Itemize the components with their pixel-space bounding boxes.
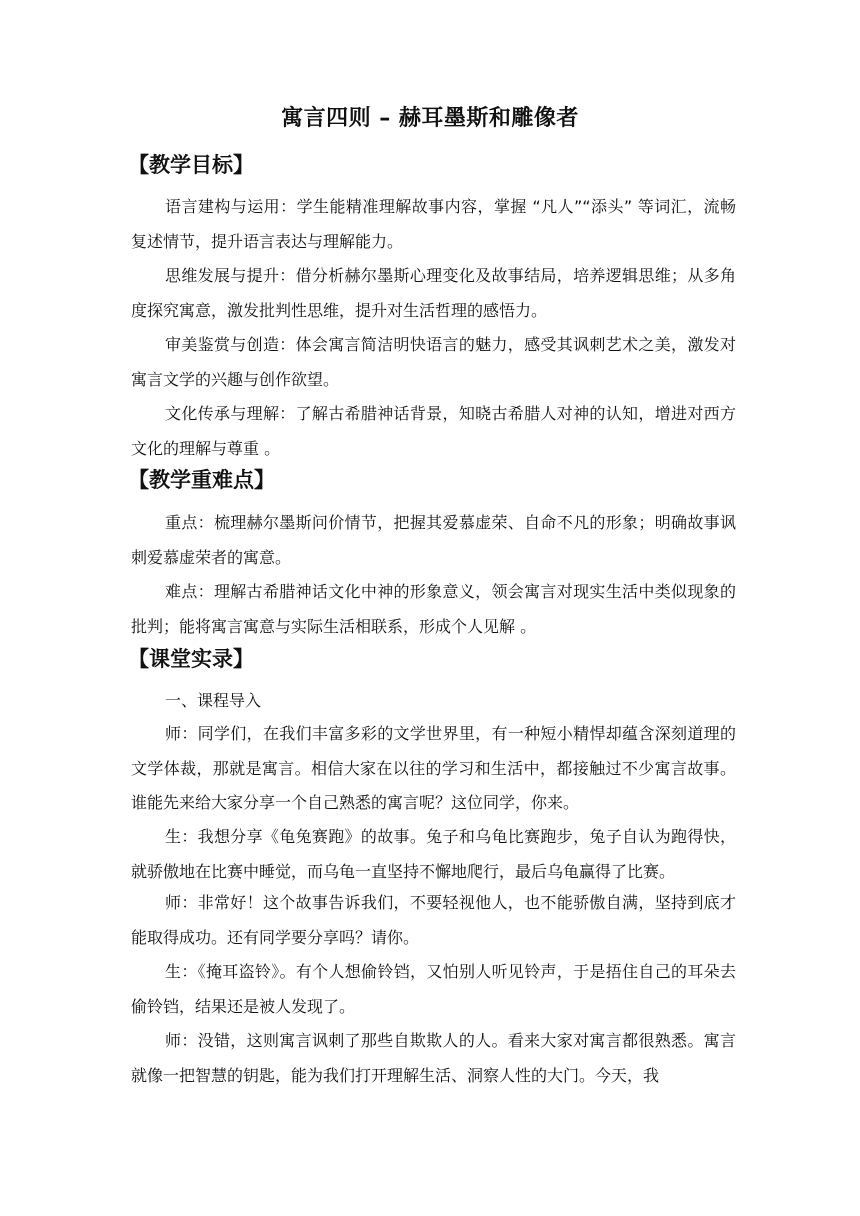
section-heading-teaching-goals: 【教学目标】	[128, 153, 254, 177]
dialogue-student-1: 生：我想分享《龟兔赛跑》的故事。兔子和乌龟比赛跑步，兔子自认为跑得快，就骄傲地在比赛中睡觉，而乌龟一直坚持不懈地爬行，最后乌龟赢得了比赛。	[131, 827, 736, 881]
document-title: 寓言四则 – 赫耳墨斯和雕像者	[281, 106, 579, 131]
paragraph-key-point: 重点：梳理赫尔墨斯问价情节，把握其爱慕虚荣、自命不凡的形象；明确故事讽刺爱慕虚荣者的寓意。	[131, 513, 736, 567]
dialogue-student-2: 生：《掩耳盗铃》。有个人想偷铃铛，又怕别人听见铃声，于是捂住自己的耳朵去偷铃铛，结果还是被人发现了。	[131, 962, 736, 1016]
dialogue-teacher-3: 师：没错，这则寓言讽刺了那些自欺欺人的人。看来大家对寓言都很熟悉。寓言就像一把智慧的钥匙，能为我们打开理解生活、洞察人性的大门。今天，我	[131, 1031, 736, 1085]
section-heading-key-points: 【教学重难点】	[128, 468, 275, 492]
paragraph-difficult-point: 难点：理解古希腊神话文化中神的形象意义，领会寓言对现实生活中类似现象的批判；能将寓言寓意与实际生活相联系，形成个人见解 。	[131, 582, 736, 636]
dialogue-teacher-1: 师：同学们，在我们丰富多彩的文学世界里，有一种短小精悍却蕴含深刻道理的文学体裁，那就是寓言。相信大家在以往的学习和生活中，都接触过不少寓言故事。谁能先来给大家分享一个自己熟悉的寓言呢？这位同学，你来。	[131, 724, 736, 812]
subheading-introduction: 一、课程导入	[165, 691, 262, 710]
section-heading-class-record: 【课堂实录】	[128, 647, 254, 671]
paragraph-language: 语言建构与运用：学生能精准理解故事内容，掌握 “凡人”“添头” 等词汇，流畅复述情节，提升语言表达与理解能力。	[131, 197, 736, 251]
paragraph-thinking: 思维发展与提升：借分析赫尔墨斯心理变化及故事结局，培养逻辑思维；从多角度探究寓意，激发批判性思维，提升对生活哲理的感悟力。	[131, 266, 736, 320]
dialogue-teacher-2: 师：非常好！这个故事告诉我们，不要轻视他人，也不能骄傲自满，坚持到底才能取得成功。还有同学要分享吗？请你。	[131, 893, 736, 947]
paragraph-culture: 文化传承与理解：了解古希腊神话背景，知晓古希腊人对神的认知，增进对西方文化的理解与尊重 。	[131, 404, 736, 458]
paragraph-aesthetic: 审美鉴赏与创造：体会寓言简洁明快语言的魅力，感受其讽刺艺术之美，激发对寓言文学的兴趣与创作欲望。	[131, 335, 736, 389]
